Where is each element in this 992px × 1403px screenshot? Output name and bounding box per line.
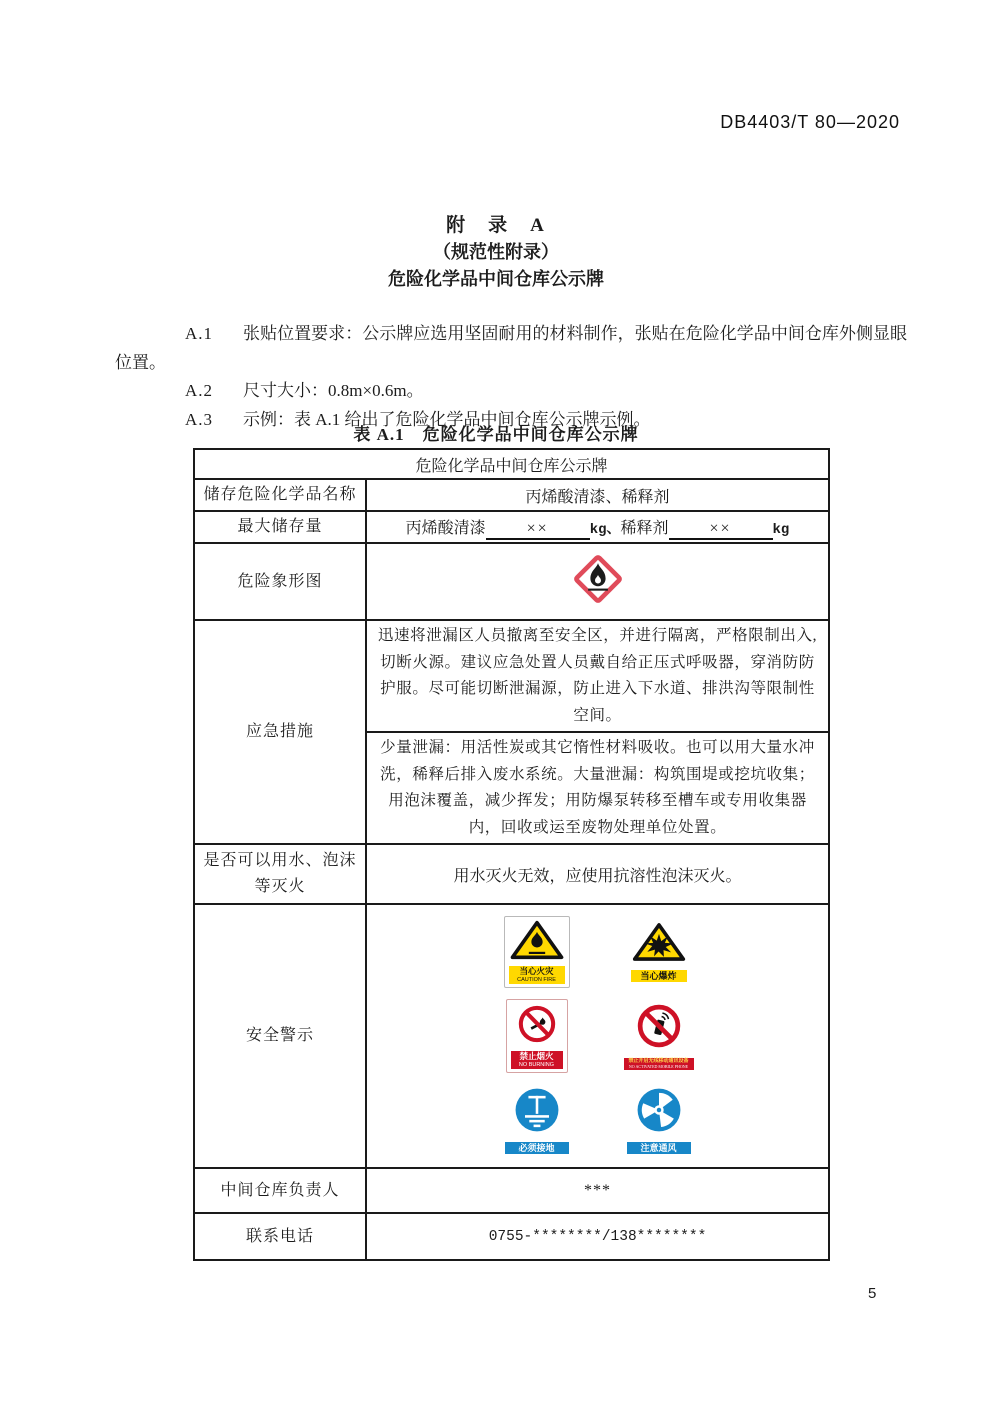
- sign-label-cn: 禁止开启无线移动通讯设备: [628, 1058, 689, 1064]
- no-burning-prohibition-icon: [516, 1032, 558, 1049]
- ventilation-band: [627, 1142, 691, 1154]
- clause-number: A.2: [185, 381, 214, 400]
- safety-signs-grid: [373, 907, 822, 1165]
- emergency-paragraph-1: 迅速将泄漏区人员撤离至安全区，并进行隔离，严格限制出入,切断火源。建议应急处置人员戴自给正压式呼吸器，穿消防防护服。尽可能切断泄漏源，防止进入下水道、排洪沟等限制性空间。: [366, 620, 829, 732]
- no-burning-band: [511, 1051, 563, 1069]
- emergency-paragraph-2: 少量泄漏：用活性炭或其它惰性材料吸收。也可以用大量水冲洗，稀释后排入废水系统。大量泄漏：构筑围堤或挖坑收集；用泡沫覆盖，减少挥发；用防爆泵转移至槽车或专用收集器内，回收或运至废物处理单位处置。: [366, 732, 829, 844]
- table-row: [194, 511, 829, 543]
- extinguish-value: 用水灭火无效，应使用抗溶性泡沫灭火。: [366, 844, 829, 904]
- table-row: [194, 844, 829, 904]
- phone-value: 0755-********/138********: [366, 1213, 829, 1260]
- clause-text: 张贴位置要求：公示牌应选用坚固耐用的材料制作，张贴在危险化学品中间仓库外侧显眼位置。: [115, 324, 907, 372]
- clause-number: A.1: [185, 324, 214, 343]
- ventilation-fan-icon: [635, 1086, 683, 1139]
- sign-label-cn: 必须接地: [518, 1142, 555, 1153]
- unit-2: kg: [772, 521, 790, 538]
- sign-ventilation: [613, 1081, 705, 1159]
- chemical-name-value: 丙烯酸清漆、稀释剂: [366, 479, 829, 511]
- table-title-cell: 危险化学品中间仓库公示牌: [194, 449, 829, 479]
- clause-a2: [115, 377, 907, 406]
- sign-label-cn: 注意通风: [640, 1142, 677, 1153]
- appendix-topic: 危险化学品中间仓库公示牌: [388, 269, 604, 289]
- unit-1: kg、: [589, 521, 621, 538]
- pictogram-cell: [366, 543, 829, 620]
- appendix-subtitle: （规范性附录）: [433, 242, 559, 262]
- no-mobile-phone-band: [624, 1058, 694, 1070]
- caution-explosion-band: [631, 970, 687, 982]
- table-row: [194, 449, 829, 479]
- ghs-flammable-pictogram-icon: [565, 599, 631, 616]
- max-storage-value: [366, 511, 829, 543]
- extinguish-label: 是否可以用水、泡沫等灭火: [194, 844, 366, 904]
- table-row: [194, 543, 829, 620]
- no-burning-plate: [506, 999, 568, 1073]
- clause-list: [115, 320, 907, 434]
- table-row: [194, 904, 829, 1168]
- grounding-mandatory-icon: [513, 1086, 561, 1139]
- sign-label-cn: 当心火灾: [519, 965, 554, 976]
- table-row: [194, 1213, 829, 1260]
- emergency-label: 应急措施: [194, 620, 366, 844]
- sign-no-mobile-phone: [613, 997, 705, 1075]
- sign-caution-fire: [491, 913, 583, 991]
- quantity-blank-2: ××: [669, 520, 773, 540]
- appendix-title-block: [0, 212, 992, 293]
- chemical-name-label: 储存危险化学品名称: [194, 479, 366, 511]
- max-storage-label: 最大储存量: [194, 511, 366, 543]
- no-mobile-phone-prohibition-icon: [635, 1002, 683, 1055]
- manager-value: ***: [366, 1168, 829, 1213]
- sign-label-cn: 禁止烟火: [519, 1050, 554, 1061]
- phone-label: 联系电话: [194, 1213, 366, 1260]
- clause-number: A.3: [185, 409, 214, 429]
- caution-fire-band: [509, 966, 565, 984]
- page-number: 5: [868, 1285, 877, 1302]
- caution-fire-plate: [504, 916, 570, 988]
- clause-text: 尺寸大小：0.8m×0.6m。: [243, 381, 424, 400]
- safety-signs-cell: [366, 904, 829, 1168]
- standard-number-header: DB4403/T 80—2020: [720, 112, 900, 132]
- pictogram-label: 危险象形图: [194, 543, 366, 620]
- manager-label: 中间仓库负责人: [194, 1168, 366, 1213]
- sign-label-en: NO ACTIVATED MOBILE PHONE: [628, 1063, 689, 1069]
- sign-label-cn: 当心爆炸: [640, 970, 677, 981]
- sign-caution-explosion: [613, 913, 705, 991]
- notice-board-table: [193, 448, 830, 1261]
- explosion-warning-triangle-icon: [632, 922, 686, 967]
- safety-warning-label: 安全警示: [194, 904, 366, 1168]
- quantity-blank-1: ××: [486, 520, 590, 540]
- appendix-title: 附 录 A: [446, 215, 546, 236]
- must-ground-band: [505, 1142, 569, 1154]
- table-caption: 表 A.1 危险化学品中间仓库公示牌: [353, 425, 639, 444]
- table-row: [194, 479, 829, 511]
- table-row: [194, 1168, 829, 1213]
- sign-no-burning: [491, 997, 583, 1075]
- sign-must-ground: [491, 1081, 583, 1159]
- storage-item1: 丙烯酸清漆: [405, 519, 486, 537]
- sign-label-en: NO BURNING: [518, 1061, 555, 1068]
- clause-text: 示例：表 A.1 给出了危险化学品中间仓库公示牌示例。: [243, 409, 651, 429]
- fire-warning-triangle-icon: [509, 947, 565, 964]
- clause-a1: [115, 320, 907, 377]
- table-row: [194, 620, 829, 732]
- sign-label-en: CAUTION FIRE: [517, 976, 556, 983]
- storage-item2: 稀释剂: [620, 519, 669, 537]
